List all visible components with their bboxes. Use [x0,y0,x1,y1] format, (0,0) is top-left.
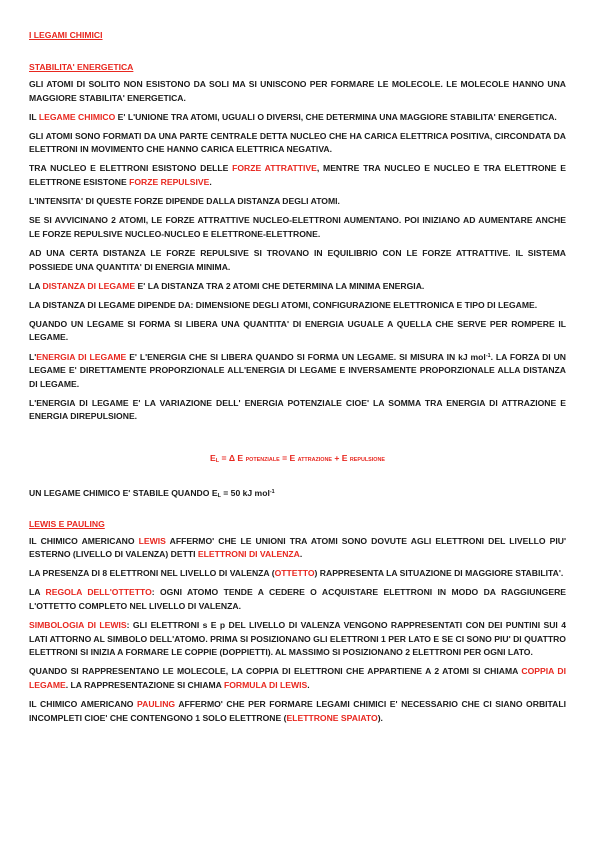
paragraph-text: ). [377,712,383,723]
paragraph-text: LA [29,587,46,598]
paragraph-text: L'INTENSITA' DI QUESTE FORZE DIPENDE DALLA DISTANZA DEGLI ATOMI. [29,196,340,207]
paragraph [29,214,566,241]
bond-energy-formula [29,453,566,463]
paragraph [29,130,566,157]
paragraph-text: AD UNA CERTA DISTANZA LE FORZE REPULSIVE SI TROVANO IN EQUILIBRIO CON LE FORZE ATTRATTIVE. IL SISTEMA POSSIEDE UNA QUANTITA' DI ENERGIA MINIMA. [29,247,566,272]
highlight-term: SIMBOLOGIA DI LEWIS [29,620,127,631]
paragraph-text: TRA NUCLEO E ELETTRONI ESISTONO DELLE [29,163,233,174]
paragraph-text: . [209,177,212,188]
highlight-term: OTTETTO [274,568,315,579]
paragraph [29,397,566,424]
highlight-term: FORZE ATTRATTIVE [232,163,317,174]
formula-part: E [210,453,216,464]
formula-subscript: ATTRAZIONE [297,457,332,464]
highlight-term: FORMULA DI LEWIS [223,679,308,690]
paragraph [29,299,566,313]
paragraph [29,535,566,562]
paragraph-text: . LA RAPPRESENTAZIONE SI CHIAMA [65,679,224,690]
paragraph [29,665,566,692]
formula-subscript: POTENZIALE [245,457,280,464]
highlight-term: DISTANZA DI LEGAME [42,280,136,291]
highlight-term: COPPIA DI LEGAME [29,666,566,690]
formula-part: + E [331,453,350,464]
paragraph [29,247,566,274]
paragraph-text: IL [29,111,39,122]
paragraph-text: . [307,679,310,690]
paragraph-text: UN LEGAME CHIMICO E' STABILE QUANDO E [29,488,218,499]
highlight-term: ELETTRONI DI VALENZA [197,549,300,560]
paragraph [29,78,566,105]
paragraph [29,698,566,725]
paragraph-text: L' [29,351,37,362]
paragraph-text: QUANDO SI RAPPRESENTANO LE MOLECOLE, LA COPPIA DI ELETTRONI CHE APPARTIENE A 2 ATOMI SI CHIAMA [29,666,522,677]
paragraph-text: GLI ATOMI DI SOLITO NON ESISTONO DA SOLI MA SI UNISCONO PER FORMARE LE MOLECOLE. LE MOLECOLE HANNO UNA MAGGIORE STABILITA' ENERGETICA. [29,79,566,103]
paragraph [29,586,566,613]
paragraph-text: . LA FORZA DI UN LEGAME E' DIRETTAMENTE PROPORZIONALE ALL'ENERGIA DI LEGAME E INVERSAMENTE PROPORZIONALE ALLA DISTANZA DI LEGAME. [29,351,567,389]
paragraph-text: L'ENERGIA DI LEGAME E' LA VARIAZIONE DELL' ENERGIA POTENZIALE CIOE' LA SOMMA TRA ENERGIA DI ATTRAZIONE E ENERGIA DIREPULSIONE. [29,397,566,422]
highlight-term: LEWIS [138,535,166,546]
paragraph-text: GLI ATOMI SONO FORMATI DA UNA PARTE CENTRALE DETTA NUCLEO CHE HA CARICA ELETTRICA POSITIVA, CIRCONDATA DA ELETTRONI IN MOVIMENTO CHE HANNO CARICA ELETTRICA NEGATIVA. [29,130,566,155]
subscript: L [217,493,221,500]
section-heading-stabilita: STABILITA' ENERGETICA [29,62,134,72]
paragraph-text: QUANDO UN LEGAME SI FORMA SI LIBERA UNA QUANTITA' DI ENERGIA UGUALE A QUELLA CHE SERVE PER ROMPERE IL LEGAME. [29,318,566,343]
paragraph [29,351,566,392]
paragraph-text: IL CHIMICO AMERICANO [29,699,138,709]
paragraph [29,162,566,189]
paragraph-text: SE SI AVVICINANO 2 ATOMI, LE FORZE ATTRATTIVE NUCLEO-ELETTRONI AUMENTANO. POI INIZIANO AD AUMENTARE ANCHE LE FORZE REPULSIVE NUCLEO-NUCLEO E ELETTRONE-ELETTRONE. [29,215,566,239]
paragraph-text: IL CHIMICO AMERICANO [29,535,139,546]
paragraph-text: E' LA DISTANZA TRA 2 ATOMI CHE DETERMINA LA MINIMA ENERGIA. [135,280,425,291]
paragraph-text: LA PRESENZA DI 8 ELETTRONI NEL LIVELLO DI VALENZA ( [29,568,275,579]
highlight-term: ELETTRONE SPAIATO [286,712,378,723]
paragraph [29,318,566,345]
highlight-term: ENERGIA DI LEGAME [36,351,127,362]
paragraph [29,619,566,660]
formula-subscript: L [215,458,220,465]
paragraph-text: E' L'UNIONE TRA ATOMI, UGUALI O DIVERSI, CHE DETERMINA UNA MAGGIORE STABILITA' ENERGETICA. [115,111,557,122]
paragraph-text: LA DISTANZA DI LEGAME DIPENDE DA: DIMENSIONE DEGLI ATOMI, CONFIGURAZIONE ELETTRONICA E TIPO DI LEGAME. [29,299,538,310]
paragraph-text: E' L'ENERGIA CHE SI LIBERA QUANDO SI FORMA UN LEGAME. SI MISURA IN kJ mol [126,351,486,362]
paragraph-text: LA [29,280,43,291]
paragraph-text: : OGNI ATOMO TENDE A CEDERE O ACQUISTARE ELETTRONI IN MODO DA RAGGIUNGERE L'OTTETTO COMPLETO NEL LIVELLO DI VALENZA. [29,587,567,611]
paragraph [29,567,566,581]
paragraph-text: AFFERMO' CHE PER FORMARE LEGAMI CHIMICI E' NECESSARIO CHE CI SIANO ORBITALI INCOMPLETI CIOE' CHE CONTENGONO 1 SOLO ELETTRONE ( [29,699,566,723]
superscript: -1 [485,352,491,359]
highlight-term: FORZE REPULSIVE [129,177,210,188]
paragraph-text: , MENTRE TRA NUCLEO E NUCLEO E TRA ELETTRONE E ELETTRONE ESISTONE [29,163,566,188]
document-title: I LEGAMI CHIMICI [29,30,103,40]
highlight-term: PAULING [137,699,176,709]
formula-part: = Δ E [219,453,246,464]
section-heading-lewis-pauling: LEWIS E PAULING [29,518,105,529]
paragraph [29,111,566,125]
paragraph-text: : GLI ELETTRONI s E p DEL LIVELLO DI VALENZA VENGONO RAPPRESENTATI CON DEI PUNTINI SUI 4 LATI ATTORNO AL SIMBOLO DELL'ATOMO. PRIMA SI POSIZIONANO GLI ELETTRONI 1 PER LATO E SE CI SONO PIU' DI QUATTRO ELETTRONI SI INIZIA A FORMARE LE COPPIE (DOPPIETTI). AL MASSIMO SI POSIZIONANO 2 ELETTRONI PER OGNI LATO. [29,620,566,658]
formula-part: = E [279,453,298,464]
paragraph-text: ) RAPPRESENTA LA SITUAZIONE DI MAGGIORE STABILITA'. [314,568,564,579]
paragraph-text: . [299,549,303,560]
highlight-term: REGOLA DELL'OTTETTO [45,587,152,598]
highlight-term: LEGAME CHIMICO [38,111,116,122]
paragraph-text: AFFERMO' CHE LE UNIONI TRA ATOMI SONO DOVUTE AGLI ELETTRONI DEL LIVELLO PIU' ESTERNO (LIVELLO DI VALENZA) DETTI [29,535,567,560]
paragraph [29,195,566,209]
paragraph-text: = 50 kJ mol [220,488,270,499]
formula-subscript: REPULSIONE [349,457,385,464]
superscript: -1 [269,489,275,496]
paragraph [29,280,566,294]
stability-statement [29,487,566,501]
